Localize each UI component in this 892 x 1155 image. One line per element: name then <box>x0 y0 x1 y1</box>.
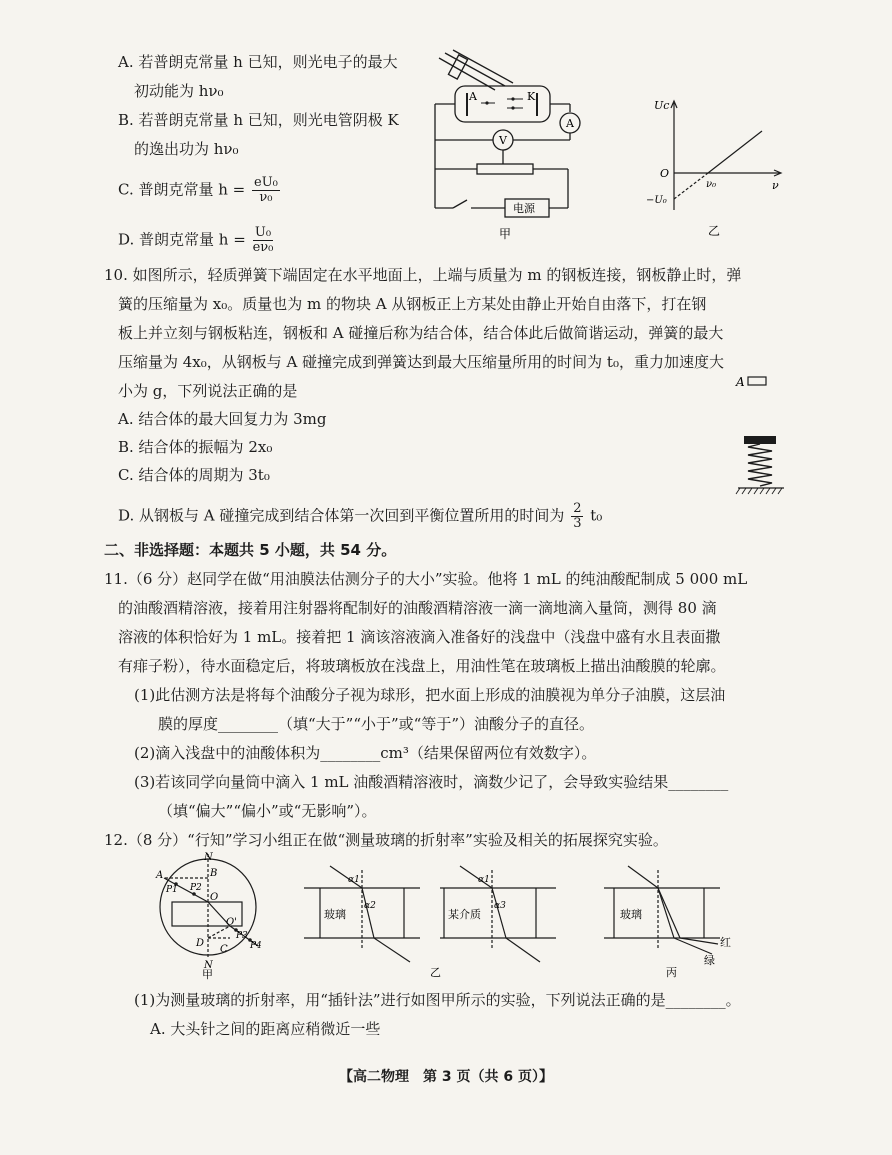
q9-option-a-line2: 初动能为 hν₀ <box>134 82 224 100</box>
label-p2: P2 <box>190 883 202 893</box>
label-d: D <box>196 938 205 949</box>
refracted-ray-green <box>658 888 674 938</box>
q12-figure-bing <box>600 860 750 980</box>
alpha3-label: α3 <box>494 901 506 911</box>
label-voltmeter: V <box>499 134 507 147</box>
q9-option-d-den: eν₀ <box>252 240 274 255</box>
alpha2-label: α2 <box>364 901 376 911</box>
label-p4: P4 <box>250 941 262 951</box>
refracted-ray-red <box>658 888 680 938</box>
label-p1: P1 <box>166 885 178 895</box>
steel-plate <box>744 436 776 444</box>
q10-option-a: A. 结合体的最大回复力为 3mg <box>118 410 327 428</box>
alpha1-label-1: α1 <box>348 875 360 885</box>
q10-option-d <box>118 502 602 531</box>
x-axis-label: ν <box>772 179 779 192</box>
q9-option-d-num: U₀ <box>253 226 274 241</box>
q10-stem-line4: 压缩量为 4x₀，从钢板与 A 碰撞完成到弹簧达到最大压缩量所用的时间为 t₀，重力加速度大 <box>118 353 724 371</box>
label-cathode: K <box>527 90 536 103</box>
q11-stem-line4: 有痱子粉），待水面稳定后，将玻璃板放在浅盘上，用油性笔在玻璃板上描出油酸膜的轮廓。 <box>118 657 726 675</box>
q12-option-a: A. 大头针之间的距离应稍微近一些 <box>150 1020 381 1038</box>
label-o: O <box>210 892 219 903</box>
q9-option-b-line1: B. 若普朗克常量 h 已知，则光电管阴极 K <box>118 111 399 129</box>
light-ray <box>439 58 495 90</box>
q10-option-c: C. 结合体的周期为 3t₀ <box>118 466 270 484</box>
q9-graph-figure <box>640 95 790 240</box>
q9-option-c-den: ν₀ <box>259 190 273 205</box>
label-n-top: N <box>204 852 213 863</box>
q10-stem-line3: 板上并立刻与钢板粘连，钢板和 A 碰撞后称为结合体，结合体此后做简谐运动，弹簧的最大 <box>118 324 724 342</box>
q11-stem-line3: 溶液的体积恰好为 1 mL。接着把 1 滴该溶液滴入准备好的浅盘中（浅盘中盛有水且表面撒 <box>118 628 721 646</box>
figure-caption-jia: 甲 <box>499 227 512 241</box>
label-ammeter: A <box>566 117 574 130</box>
switch <box>453 200 467 208</box>
material-label-2: 某介质 <box>448 908 481 921</box>
label-anode: A <box>469 90 477 103</box>
red-label: 红 <box>720 936 731 949</box>
nu0-label: ν₀ <box>706 179 717 190</box>
label-n-bottom: N <box>204 960 213 971</box>
q9-option-b-line2: 的逸出功为 hν₀ <box>134 140 239 158</box>
q9-option-d <box>118 226 275 255</box>
material-label-1: 玻璃 <box>324 908 346 921</box>
q11-sub1-line2: 膜的厚度________（填“大于”“小于”或“等于”）油酸分子的直径。 <box>158 715 595 733</box>
q9-option-c-num: eU₀ <box>254 175 278 190</box>
q12-stem-line1: 12.（8 分）“行知”学习小组正在做“测量玻璃的折射率”实验及相关的拓展探究实验。 <box>104 831 668 849</box>
refracted-ray-2 <box>492 888 506 938</box>
q12-figure-jia <box>150 850 275 980</box>
alpha1-label-2: α1 <box>478 875 490 885</box>
q10-option-d-num: 2 <box>573 501 582 516</box>
neg-u0-label: −U₀ <box>646 195 667 206</box>
figure-caption-yi-12: 乙 <box>430 966 441 979</box>
q9-option-c-fraction <box>252 176 280 205</box>
figure-caption-bing: 丙 <box>666 966 677 979</box>
q10-option-d-prefix: D. 从钢板与 A 碰撞完成到结合体第一次回到平衡位置所用的时间为 <box>118 506 565 525</box>
rheostat <box>477 164 533 174</box>
q10-spring-figure <box>732 372 792 502</box>
origin-label: O <box>660 167 670 180</box>
label-c: C <box>220 944 228 955</box>
light-filter <box>448 55 467 79</box>
q9-option-a-line1: A. 若普朗克常量 h 已知，则光电子的最大 <box>118 53 398 71</box>
q11-sub2: (2)滴入浅盘中的油酸体积为________cm³（结果保留两位有效数字）。 <box>134 744 597 762</box>
graph-extension <box>674 173 708 199</box>
q11-sub1-line1: (1)此估测方法是将每个油酸分子视为球形，把水面上形成的油膜视为单分子油膜，这层油 <box>134 686 726 704</box>
incident-ray-3 <box>628 866 658 888</box>
q11-sub3-line2: （填“偏大”“偏小”或“无影响”）。 <box>158 802 377 820</box>
material-label-3: 玻璃 <box>620 908 642 921</box>
block-a-label: A <box>736 375 745 389</box>
light-ray <box>445 53 505 86</box>
q10-option-d-suffix: t₀ <box>590 506 603 525</box>
q9-option-c <box>118 176 282 205</box>
q11-sub3-line1: (3)若该同学向量筒中滴入 1 mL 油酸酒精溶液时，滴数少记了，会导致实验结果________ <box>134 773 729 791</box>
emergent-ray-1 <box>374 938 410 962</box>
label-o-prime: O' <box>226 917 237 928</box>
q11-stem-line2: 的油酸酒精溶液，接着用注射器将配制好的油酸酒精溶液一滴一滴地滴入量筒，测得 80 滴 <box>118 599 717 617</box>
label-power-source: 电源 <box>513 202 535 215</box>
refracted-ray-1 <box>362 888 374 938</box>
light-ray <box>453 50 513 83</box>
y-axis-label: Uc <box>654 99 670 112</box>
section-2-heading: 二、非选择题：本题共 5 小题，共 54 分。 <box>104 541 397 559</box>
q11-stem-line1: 11.（6 分）赵同学在做“用油膜法估测分子的大小”实验。他将 1 mL 的纯油酸配制成 5 000 mL <box>104 570 748 588</box>
figure-caption-yi: 乙 <box>708 224 721 238</box>
block-a <box>748 377 766 385</box>
q12-sub1: (1)为测量玻璃的折射率，用“插针法”进行如图甲所示的实验，下列说法正确的是________。 <box>134 991 741 1009</box>
q9-option-d-prefix: D. 普朗克常量 h = <box>118 230 246 249</box>
label-a: A <box>156 870 164 881</box>
q10-stem-line5: 小为 g，下列说法正确的是 <box>118 382 298 400</box>
q9-option-c-prefix: C. 普朗克常量 h = <box>118 180 246 199</box>
q10-option-d-fraction <box>571 502 583 531</box>
spring <box>748 444 772 486</box>
q9-option-d-fraction <box>253 226 274 255</box>
label-p3: P3 <box>236 931 248 941</box>
page-footer: 【高二物理 第 3 页（共 6 页）】 <box>339 1069 553 1085</box>
green-label: 绿 <box>704 954 715 967</box>
label-b: B <box>210 868 218 879</box>
q10-option-d-den: 3 <box>573 516 582 531</box>
q12-figure-yi <box>300 860 560 980</box>
graph-line <box>708 131 762 173</box>
q10-stem-line1: 10. 如图所示，轻质弹簧下端固定在水平地面上，上端与质量为 m 的钢板连接，钢板静止时，弹 <box>104 266 742 284</box>
q10-option-b: B. 结合体的振幅为 2x₀ <box>118 438 273 456</box>
figure-caption-jia-12: 甲 <box>202 968 213 980</box>
q9-circuit-figure <box>425 48 590 243</box>
emergent-ray-2 <box>506 938 540 962</box>
q10-stem-line2: 簧的压缩量为 x₀。质量也为 m 的物块 A 从钢板正上方某处由静止开始自由落下，打在钢 <box>118 295 707 313</box>
